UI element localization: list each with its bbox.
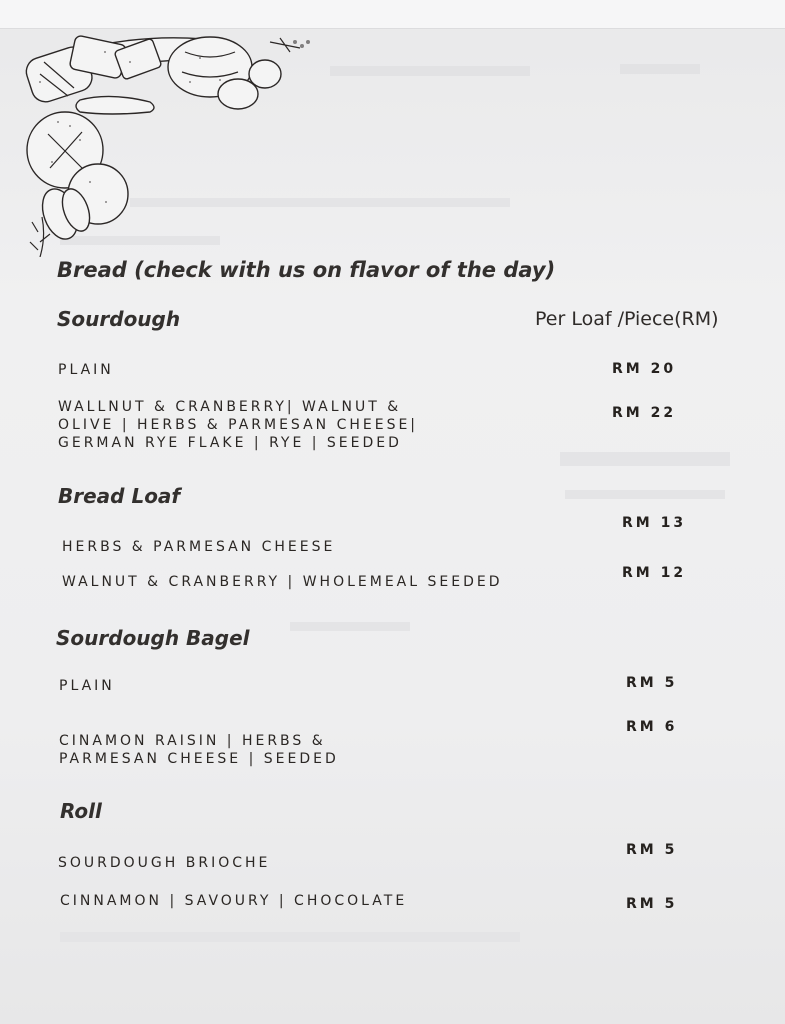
menu-item: PLAIN bbox=[58, 362, 114, 378]
price-column-header: Per Loaf /Piece(RM) bbox=[535, 308, 719, 330]
bread-illustration-icon bbox=[10, 22, 320, 257]
menu-item-price: RM 22 bbox=[612, 405, 677, 421]
menu-item-price: RM 12 bbox=[622, 565, 687, 581]
bleed-through-mark bbox=[565, 490, 725, 499]
menu-item: SOURDOUGH BRIOCHE bbox=[58, 855, 271, 871]
menu-item-line: WALLNUT & CRANBERRY| WALNUT & bbox=[58, 399, 402, 415]
menu-item-price: RM 5 bbox=[626, 842, 678, 858]
menu-item-line: OLIVE | HERBS & PARMESAN CHEESE| bbox=[58, 417, 419, 433]
bleed-through-mark bbox=[560, 452, 730, 466]
menu-title: Bread (check with us on flavor of the day) bbox=[57, 258, 556, 282]
menu-item: PLAIN bbox=[59, 678, 115, 694]
menu-item: CINNAMON | SAVOURY | CHOCOLATE bbox=[60, 893, 408, 909]
bleed-through-mark bbox=[60, 932, 520, 942]
menu-item: HERBS & PARMESAN CHEESE bbox=[62, 539, 336, 555]
menu-item-price: RM 5 bbox=[626, 675, 678, 691]
menu-item-price: RM 13 bbox=[622, 515, 687, 531]
bleed-through-mark bbox=[290, 622, 410, 631]
section-heading-bread-loaf: Bread Loaf bbox=[58, 484, 181, 508]
section-heading-roll: Roll bbox=[60, 799, 102, 823]
menu-item-price: RM 20 bbox=[612, 361, 677, 377]
menu-item: WALNUT & CRANBERRY | WHOLEMEAL SEEDED bbox=[62, 574, 503, 590]
menu-item-line: GERMAN RYE FLAKE | RYE | SEEDED bbox=[58, 435, 402, 451]
bleed-through-mark bbox=[620, 64, 700, 74]
menu-item-line: CINAMON RAISIN | HERBS & bbox=[59, 733, 326, 749]
menu-item-price: RM 6 bbox=[626, 719, 678, 735]
section-heading-sourdough-bagel: Sourdough Bagel bbox=[56, 626, 250, 650]
menu-item-line: PARMESAN CHEESE | SEEDED bbox=[59, 751, 339, 767]
bleed-through-mark bbox=[330, 66, 530, 76]
menu-item-price: RM 5 bbox=[626, 896, 678, 912]
section-heading-sourdough: Sourdough bbox=[57, 307, 181, 331]
